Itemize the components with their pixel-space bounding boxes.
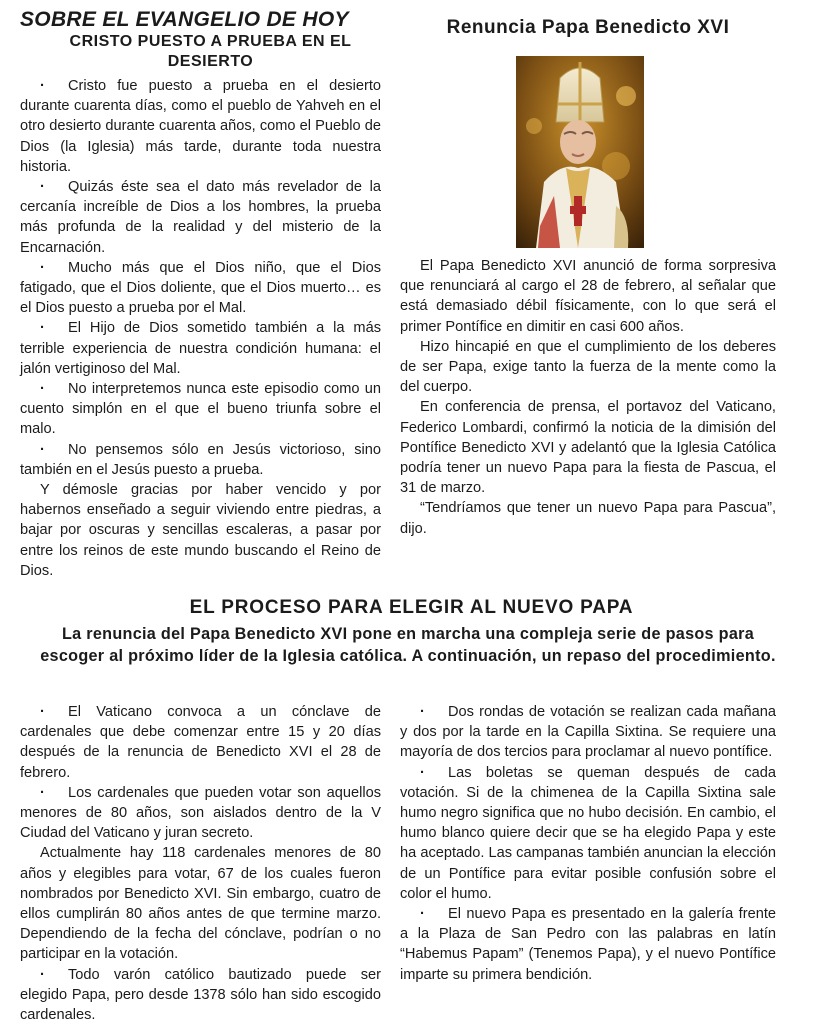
gospel-paragraph: · No interpretemos nunca este episodio como un cuento simplón en el que el bueno triunfa sobre el malo.	[20, 379, 381, 440]
gospel-subtitle: CRISTO PUESTO A PRUEBA EN EL DESIERTO	[69, 33, 352, 70]
pope-column	[400, 16, 776, 40]
process-step: · El Vaticano convoca a un cónclave de cardenales que debe comenzar entre 15 y 20 días después de la renuncia de Benedicto XVI el 28 de febrero.	[20, 702, 381, 783]
process-step: · Todo varón católico bautizado puede ser elegido Papa, pero desde 1378 sólo han sido escogido cardenales.	[20, 965, 381, 1025]
gospel-paragraph: Y démosle gracias por haber vencido y por habernos enseñado a seguir viviendo entre piedras, a bajar por oscuras y sencillas escaleras, a pasar por entre los reinos de este mundo buscando el Reino de Dios.	[20, 482, 381, 579]
process-subtitle: La renuncia del Papa Benedicto XVI pone en marcha una compleja serie de pasos para escoger al próximo líder de la Iglesia católica. A continuación, un repaso del procedimiento.	[40, 625, 776, 665]
process-step: · Las boletas se queman después de cada votación. Si de la chimenea de la Capilla Sixtina sale humo negro significa que no hubo decisión. En cambio, el humo blanco quiere decir que se ha elegido Papa y este ha aceptado. Las campanas también anuncian la elección de un Pontífice para evitar posible confusión sobre el color el humo.	[400, 763, 776, 904]
gospel-paragraph: · Cristo fue puesto a prueba en el desierto durante cuarenta días, como el pueblo de Yahveh en el otro desierto durante cuarenta años, como el Pueblo de Dios (la Iglesia) más tarde, durante toda nuestra historia.	[20, 76, 381, 177]
gospel-paragraph: · El Hijo de Dios sometido también a la más terrible experiencia de nuestra condición humana: el jalón vertiginoso del Mal.	[20, 318, 381, 379]
pope-photo	[516, 56, 644, 248]
gospel-paragraph: · Quizás éste sea el dato más revelador de la cercanía increíble de Dios a los hombres, la prueba más profunda de la realidad y del misterio de la Encarnación.	[20, 177, 381, 258]
pope-paragraph: “Tendríamos que tener un nuevo Papa para Pascua”, dijo.	[400, 500, 776, 537]
pope-paragraph: Hizo hincapié en que el cumplimiento de los deberes de ser Papa, exige tanto la fuerza de la mente como la del cuerpo.	[400, 338, 776, 396]
process-step: · El nuevo Papa es presentado en la galería frente a la Plaza de San Pedro con las palabras en latín “Habemus Papam” (Tenemos Papa), y el nuevo Pontífice imparte su primera bendición.	[400, 904, 776, 985]
process-step: Actualmente hay 118 cardenales menores de 80 años y elegibles para votar, 67 de los cuales fueron nombrados por Benedicto XVI. Sin embargo, cuatro de ellos cumplirán 80 años antes de que termine marzo. Dependiendo de la fecha del cónclave, podrían o no participar en la votación.	[20, 845, 381, 963]
pope-title: Renuncia Papa Benedicto XVI	[446, 17, 730, 38]
process-step: · Los cardenales que pueden votar son aquellos menores de 80 años, son aislados dentro de la V Ciudad del Vaticano y juran secreto.	[20, 783, 381, 844]
pope-photo-image	[516, 56, 644, 248]
gospel-column	[20, 8, 381, 581]
process-title: EL PROCESO PARA ELEGIR AL NUEVO PAPA	[189, 597, 634, 618]
process-step: · Dos rondas de votación se realizan cada mañana y dos por la tarde en la Capilla Sixtina. Se requiere una mayoría de dos tercios para proclamar al nuevo pontífice.	[400, 702, 776, 763]
gospel-paragraph: · No pensemos sólo en Jesús victorioso, sino también en el Jesús puesto a prueba.	[20, 440, 381, 480]
gospel-title: SOBRE EL EVANGELIO DE HOY	[20, 8, 349, 31]
process-right-column	[400, 702, 776, 985]
pope-article	[400, 256, 776, 539]
pope-paragraph: El Papa Benedicto XVI anunció de forma sorpresiva que renunciará al cargo el 28 de febrero, al señalar que está demasiado débil físicamente, con lo que será el primer Pontífice en dimitir en casi 600 años.	[400, 258, 776, 335]
process-left-column	[20, 702, 381, 1025]
pope-paragraph: En conferencia de prensa, el portavoz del Vaticano, Federico Lombardi, confirmó la noticia de la dimisión del Pontífice Benedicto XVI y adelantó que la Iglesia Católica podría tener un nuevo Papa para la fiesta de Pascua, el 31 de marzo.	[400, 399, 776, 497]
gospel-paragraph: · Mucho más que el Dios niño, que el Dios fatigado, que el Dios doliente, que el Dios muerto… es el Dios puesto a prueba por el Mal.	[20, 258, 381, 319]
